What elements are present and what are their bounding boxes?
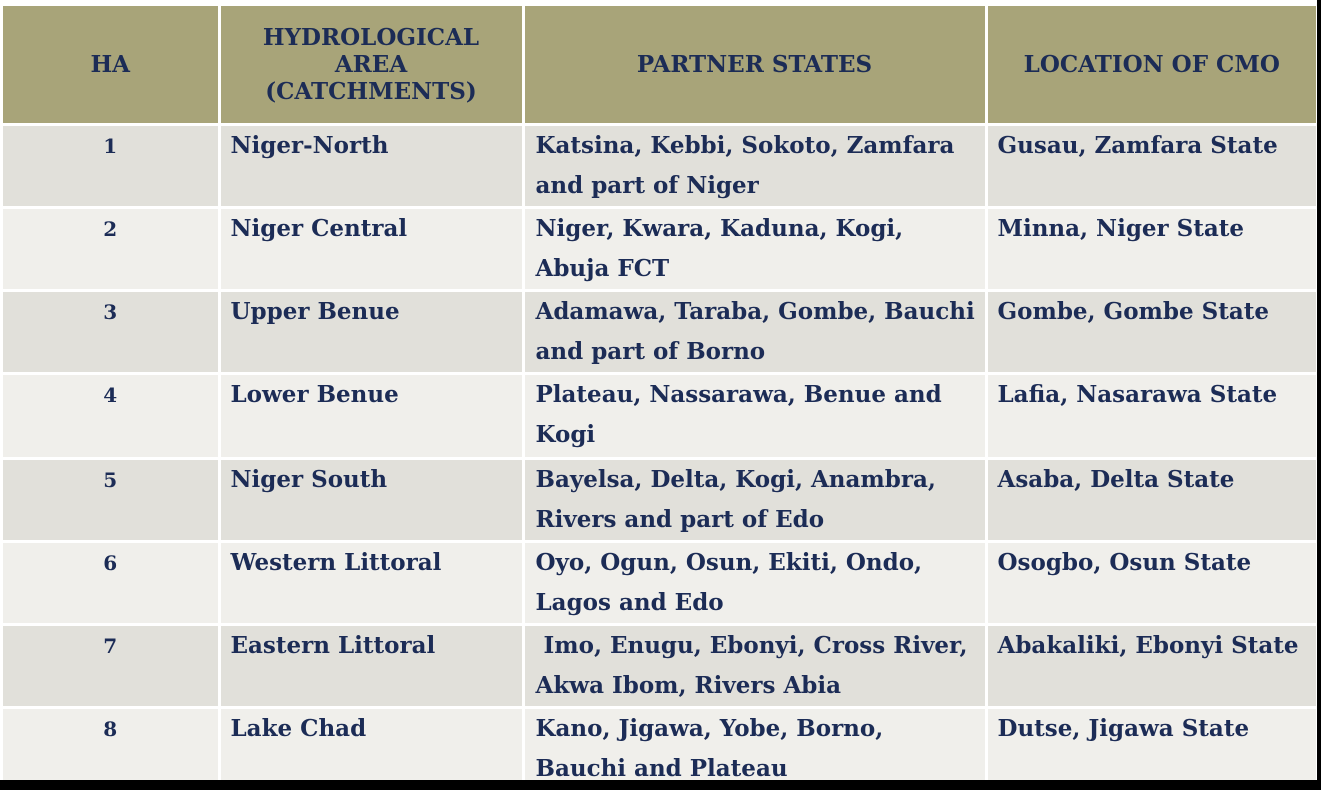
cell-ha: 3	[3, 290, 219, 373]
cell-cmo: Gombe, Gombe State	[986, 290, 1316, 373]
cell-cmo: Dutse, Jigawa State	[986, 707, 1316, 780]
cell-ha: 2	[3, 207, 219, 290]
states-line: Adamawa, Taraba, Gombe, Bauchi	[535, 297, 975, 325]
table-row	[3, 373, 1316, 458]
table-row	[3, 458, 1316, 541]
table-header-row	[3, 6, 1316, 124]
states-line: Akwa Ibom, Rivers Abia	[535, 671, 842, 699]
header-area-line: (CATCHMENTS)	[265, 77, 477, 105]
cell-area: Lake Chad	[219, 707, 523, 780]
states-line: Bauchi and Plateau	[535, 754, 788, 780]
cell-states	[523, 207, 986, 290]
states-line: and part of Niger	[535, 171, 759, 199]
header-location-of-cmo: LOCATION OF CMO	[986, 6, 1316, 124]
header-area-line: AREA	[334, 50, 408, 78]
cell-cmo: Asaba, Delta State	[986, 458, 1316, 541]
cell-area: Eastern Littoral	[219, 624, 523, 707]
cell-area: Upper Benue	[219, 290, 523, 373]
cell-cmo: Gusau, Zamfara State	[986, 124, 1316, 207]
cell-states	[523, 373, 986, 458]
table-row	[3, 624, 1316, 707]
cell-states	[523, 290, 986, 373]
table-row	[3, 207, 1316, 290]
states-line: Imo, Enugu, Ebonyi, Cross River,	[535, 631, 968, 659]
cell-cmo: Minna, Niger State	[986, 207, 1316, 290]
states-line: Abuja FCT	[535, 254, 670, 282]
table-row	[3, 290, 1316, 373]
cell-area: Niger South	[219, 458, 523, 541]
states-line: Kano, Jigawa, Yobe, Borno,	[535, 714, 884, 742]
header-hydrological-area	[219, 6, 523, 124]
cell-area: Niger-North	[219, 124, 523, 207]
cell-cmo: Osogbo, Osun State	[986, 541, 1316, 624]
cell-ha: 7	[3, 624, 219, 707]
cell-cmo: Abakaliki, Ebonyi State	[986, 624, 1316, 707]
cell-area: Niger Central	[219, 207, 523, 290]
header-ha: HA	[3, 6, 219, 124]
cell-area: Western Littoral	[219, 541, 523, 624]
table-row	[3, 124, 1316, 207]
table-row	[3, 541, 1316, 624]
cell-ha: 4	[3, 373, 219, 458]
states-line: Rivers and part of Edo	[535, 505, 825, 533]
states-line: Oyo, Ogun, Osun, Ekiti, Ondo,	[535, 548, 923, 576]
cell-area: Lower Benue	[219, 373, 523, 458]
states-line: Lagos and Edo	[535, 588, 724, 616]
hydrological-areas-table	[3, 6, 1316, 780]
states-line: Niger, Kwara, Kaduna, Kogi,	[535, 214, 904, 242]
cell-states	[523, 624, 986, 707]
cell-ha: 1	[3, 124, 219, 207]
states-line: Kogi	[535, 420, 596, 448]
states-line: Plateau, Nassarawa, Benue and	[535, 380, 942, 408]
cell-ha: 5	[3, 458, 219, 541]
cell-cmo: Lafia, Nasarawa State	[986, 373, 1316, 458]
table-row	[3, 707, 1316, 780]
cell-states	[523, 541, 986, 624]
header-area-line: HYDROLOGICAL	[262, 23, 480, 51]
cell-states	[523, 124, 986, 207]
cell-states	[523, 707, 986, 780]
cell-ha: 8	[3, 707, 219, 780]
states-line: Bayelsa, Delta, Kogi, Anambra,	[535, 465, 936, 493]
cell-states	[523, 458, 986, 541]
states-line: and part of Borno	[535, 337, 766, 365]
header-partner-states: PARTNER STATES	[523, 6, 986, 124]
states-line: Katsina, Kebbi, Sokoto, Zamfara	[535, 131, 955, 159]
cell-ha: 6	[3, 541, 219, 624]
